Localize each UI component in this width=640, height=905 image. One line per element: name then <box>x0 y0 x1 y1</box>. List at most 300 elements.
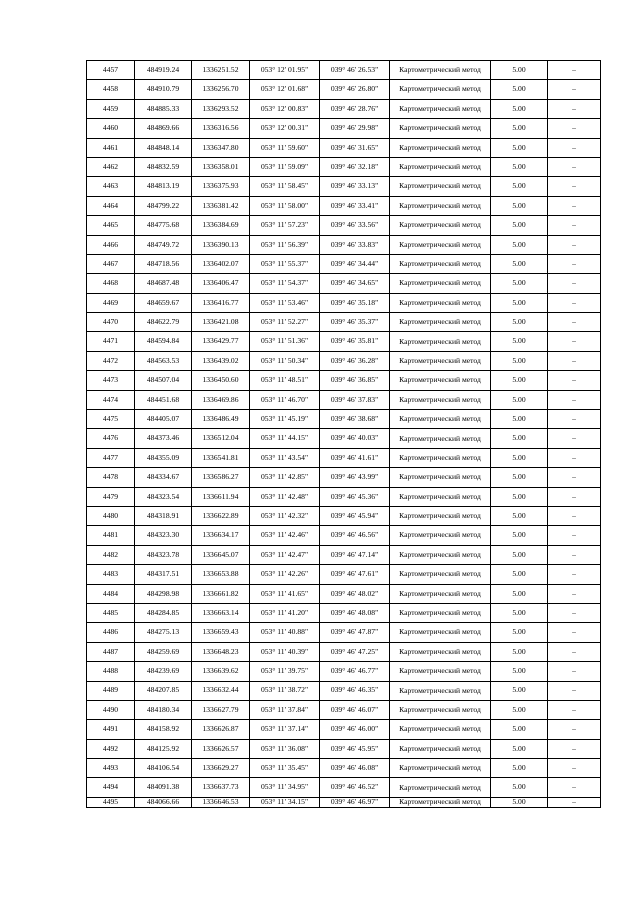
longitude-cell: 039° 46' 35.18" <box>320 293 390 312</box>
description-cell: – <box>548 274 601 293</box>
description-cell: – <box>548 506 601 525</box>
accuracy-cell: 5.00 <box>491 720 548 739</box>
x-coordinate-cell: 484066.66 <box>135 797 192 807</box>
description-cell: – <box>548 448 601 467</box>
accuracy-cell: 5.00 <box>491 351 548 370</box>
accuracy-cell: 5.00 <box>491 157 548 176</box>
longitude-cell: 039° 46' 33.56" <box>320 216 390 235</box>
latitude-cell: 053° 11' 58.00" <box>250 196 320 215</box>
x-coordinate-cell: 484919.24 <box>135 61 192 80</box>
point-number-cell: 4477 <box>87 448 135 467</box>
point-number-cell: 4464 <box>87 196 135 215</box>
longitude-cell: 039° 46' 26.80" <box>320 80 390 99</box>
y-coordinate-cell: 1336416.77 <box>192 293 250 312</box>
point-number-cell: 4489 <box>87 681 135 700</box>
longitude-cell: 039° 46' 46.07" <box>320 700 390 719</box>
method-cell: Картометрический метод <box>390 390 491 409</box>
longitude-cell: 039° 46' 47.25" <box>320 642 390 661</box>
description-cell: – <box>548 526 601 545</box>
longitude-cell: 039° 46' 47.61" <box>320 565 390 584</box>
x-coordinate-cell: 484373.46 <box>135 429 192 448</box>
point-number-cell: 4471 <box>87 332 135 351</box>
x-coordinate-cell: 484869.66 <box>135 119 192 138</box>
x-coordinate-cell: 484885.33 <box>135 99 192 118</box>
longitude-cell: 039° 46' 45.95" <box>320 739 390 758</box>
longitude-cell: 039° 46' 34.44" <box>320 254 390 273</box>
latitude-cell: 053° 11' 39.75" <box>250 662 320 681</box>
latitude-cell: 053° 11' 36.08" <box>250 739 320 758</box>
latitude-cell: 053° 11' 46.70" <box>250 390 320 409</box>
y-coordinate-cell: 1336429.77 <box>192 332 250 351</box>
method-cell: Картометрический метод <box>390 739 491 758</box>
table-row <box>87 797 601 807</box>
longitude-cell: 039° 46' 46.08" <box>320 759 390 778</box>
y-coordinate-cell: 1336486.49 <box>192 410 250 429</box>
description-cell: – <box>548 332 601 351</box>
table-body <box>87 61 601 808</box>
x-coordinate-cell: 484323.78 <box>135 545 192 564</box>
accuracy-cell: 5.00 <box>491 506 548 525</box>
table-row <box>87 235 601 254</box>
x-coordinate-cell: 484317.51 <box>135 565 192 584</box>
longitude-cell: 039° 46' 46.97" <box>320 797 390 807</box>
y-coordinate-cell: 1336663.14 <box>192 603 250 622</box>
method-cell: Картометрический метод <box>390 487 491 506</box>
method-cell: Картометрический метод <box>390 332 491 351</box>
point-number-cell: 4469 <box>87 293 135 312</box>
method-cell: Картометрический метод <box>390 313 491 332</box>
point-number-cell: 4483 <box>87 565 135 584</box>
latitude-cell: 053° 11' 42.85" <box>250 468 320 487</box>
point-number-cell: 4461 <box>87 138 135 157</box>
description-cell: – <box>548 313 601 332</box>
longitude-cell: 039° 46' 35.37" <box>320 313 390 332</box>
latitude-cell: 053° 11' 41.20" <box>250 603 320 622</box>
point-number-cell: 4474 <box>87 390 135 409</box>
table-row <box>87 390 601 409</box>
point-number-cell: 4495 <box>87 797 135 807</box>
x-coordinate-cell: 484507.04 <box>135 371 192 390</box>
x-coordinate-cell: 484775.68 <box>135 216 192 235</box>
x-coordinate-cell: 484355.09 <box>135 448 192 467</box>
x-coordinate-cell: 484622.79 <box>135 313 192 332</box>
x-coordinate-cell: 484718.56 <box>135 254 192 273</box>
accuracy-cell: 5.00 <box>491 429 548 448</box>
method-cell: Картометрический метод <box>390 177 491 196</box>
latitude-cell: 053° 11' 59.60" <box>250 138 320 157</box>
x-coordinate-cell: 484832.59 <box>135 157 192 176</box>
point-number-cell: 4494 <box>87 778 135 797</box>
method-cell: Картометрический метод <box>390 642 491 661</box>
method-cell: Картометрический метод <box>390 293 491 312</box>
y-coordinate-cell: 1336637.73 <box>192 778 250 797</box>
description-cell: – <box>548 681 601 700</box>
table-row <box>87 313 601 332</box>
point-number-cell: 4491 <box>87 720 135 739</box>
accuracy-cell: 5.00 <box>491 196 548 215</box>
longitude-cell: 039° 46' 45.94" <box>320 506 390 525</box>
accuracy-cell: 5.00 <box>491 778 548 797</box>
method-cell: Картометрический метод <box>390 448 491 467</box>
accuracy-cell: 5.00 <box>491 739 548 758</box>
y-coordinate-cell: 1336639.62 <box>192 662 250 681</box>
description-cell: – <box>548 720 601 739</box>
point-number-cell: 4468 <box>87 274 135 293</box>
x-coordinate-cell: 484687.48 <box>135 274 192 293</box>
accuracy-cell: 5.00 <box>491 584 548 603</box>
longitude-cell: 039° 46' 46.00" <box>320 720 390 739</box>
description-cell: – <box>548 410 601 429</box>
latitude-cell: 053° 11' 42.32" <box>250 506 320 525</box>
table-row <box>87 526 601 545</box>
accuracy-cell: 5.00 <box>491 390 548 409</box>
method-cell: Картометрический метод <box>390 80 491 99</box>
longitude-cell: 039° 46' 41.61" <box>320 448 390 467</box>
y-coordinate-cell: 1336512.04 <box>192 429 250 448</box>
description-cell: – <box>548 662 601 681</box>
method-cell: Картометрический метод <box>390 99 491 118</box>
method-cell: Картометрический метод <box>390 662 491 681</box>
method-cell: Картометрический метод <box>390 157 491 176</box>
latitude-cell: 053° 11' 53.46" <box>250 293 320 312</box>
method-cell: Картометрический метод <box>390 235 491 254</box>
description-cell: – <box>548 254 601 273</box>
longitude-cell: 039° 46' 34.65" <box>320 274 390 293</box>
longitude-cell: 039° 46' 47.87" <box>320 623 390 642</box>
y-coordinate-cell: 1336384.69 <box>192 216 250 235</box>
table-row <box>87 623 601 642</box>
point-number-cell: 4463 <box>87 177 135 196</box>
x-coordinate-cell: 484563.53 <box>135 351 192 370</box>
longitude-cell: 039° 46' 45.36" <box>320 487 390 506</box>
point-number-cell: 4465 <box>87 216 135 235</box>
table-row <box>87 196 601 215</box>
accuracy-cell: 5.00 <box>491 545 548 564</box>
accuracy-cell: 5.00 <box>491 332 548 351</box>
point-number-cell: 4488 <box>87 662 135 681</box>
x-coordinate-cell: 484848.14 <box>135 138 192 157</box>
description-cell: – <box>548 196 601 215</box>
description-cell: – <box>548 80 601 99</box>
method-cell: Картометрический метод <box>390 468 491 487</box>
x-coordinate-cell: 484180.34 <box>135 700 192 719</box>
y-coordinate-cell: 1336439.02 <box>192 351 250 370</box>
point-number-cell: 4482 <box>87 545 135 564</box>
description-cell: – <box>548 623 601 642</box>
table-row <box>87 700 601 719</box>
y-coordinate-cell: 1336421.08 <box>192 313 250 332</box>
x-coordinate-cell: 484275.13 <box>135 623 192 642</box>
latitude-cell: 053° 12' 00.83" <box>250 99 320 118</box>
y-coordinate-cell: 1336653.88 <box>192 565 250 584</box>
y-coordinate-cell: 1336632.44 <box>192 681 250 700</box>
point-number-cell: 4457 <box>87 61 135 80</box>
latitude-cell: 053° 11' 52.27" <box>250 313 320 332</box>
latitude-cell: 053° 12' 01.95" <box>250 61 320 80</box>
description-cell: – <box>548 371 601 390</box>
table-row <box>87 739 601 758</box>
point-number-cell: 4475 <box>87 410 135 429</box>
accuracy-cell: 5.00 <box>491 642 548 661</box>
latitude-cell: 053° 11' 38.72" <box>250 681 320 700</box>
method-cell: Картометрический метод <box>390 196 491 215</box>
description-cell: – <box>548 235 601 254</box>
description-cell: – <box>548 759 601 778</box>
table-row <box>87 468 601 487</box>
method-cell: Картометрический метод <box>390 254 491 273</box>
x-coordinate-cell: 484451.68 <box>135 390 192 409</box>
table-row <box>87 720 601 739</box>
accuracy-cell: 5.00 <box>491 681 548 700</box>
x-coordinate-cell: 484659.67 <box>135 293 192 312</box>
accuracy-cell: 5.00 <box>491 235 548 254</box>
latitude-cell: 053° 11' 45.19" <box>250 410 320 429</box>
description-cell: – <box>548 487 601 506</box>
table-row <box>87 99 601 118</box>
description-cell: – <box>548 584 601 603</box>
accuracy-cell: 5.00 <box>491 487 548 506</box>
accuracy-cell: 5.00 <box>491 119 548 138</box>
method-cell: Картометрический метод <box>390 371 491 390</box>
longitude-cell: 039° 46' 35.81" <box>320 332 390 351</box>
accuracy-cell: 5.00 <box>491 468 548 487</box>
table-row <box>87 332 601 351</box>
x-coordinate-cell: 484207.85 <box>135 681 192 700</box>
longitude-cell: 039° 46' 33.83" <box>320 235 390 254</box>
accuracy-cell: 5.00 <box>491 216 548 235</box>
method-cell: Картометрический метод <box>390 603 491 622</box>
latitude-cell: 053° 11' 35.45" <box>250 759 320 778</box>
latitude-cell: 053° 11' 48.51" <box>250 371 320 390</box>
latitude-cell: 053° 11' 34.15" <box>250 797 320 807</box>
method-cell: Картометрический метод <box>390 119 491 138</box>
accuracy-cell: 5.00 <box>491 410 548 429</box>
table-row <box>87 584 601 603</box>
longitude-cell: 039° 46' 37.83" <box>320 390 390 409</box>
method-cell: Картометрический метод <box>390 526 491 545</box>
description-cell: – <box>548 177 601 196</box>
table-row <box>87 371 601 390</box>
latitude-cell: 053° 11' 44.15" <box>250 429 320 448</box>
y-coordinate-cell: 1336629.27 <box>192 759 250 778</box>
table-row <box>87 565 601 584</box>
description-cell: – <box>548 778 601 797</box>
x-coordinate-cell: 484239.69 <box>135 662 192 681</box>
description-cell: – <box>548 545 601 564</box>
method-cell: Картометрический метод <box>390 410 491 429</box>
y-coordinate-cell: 1336586.27 <box>192 468 250 487</box>
method-cell: Картометрический метод <box>390 720 491 739</box>
y-coordinate-cell: 1336622.89 <box>192 506 250 525</box>
table-row <box>87 157 601 176</box>
point-number-cell: 4459 <box>87 99 135 118</box>
accuracy-cell: 5.00 <box>491 700 548 719</box>
method-cell: Картометрический метод <box>390 681 491 700</box>
accuracy-cell: 5.00 <box>491 623 548 642</box>
point-number-cell: 4490 <box>87 700 135 719</box>
y-coordinate-cell: 1336406.47 <box>192 274 250 293</box>
x-coordinate-cell: 484910.79 <box>135 80 192 99</box>
latitude-cell: 053° 11' 37.14" <box>250 720 320 739</box>
table-row <box>87 293 601 312</box>
point-number-cell: 4479 <box>87 487 135 506</box>
point-number-cell: 4472 <box>87 351 135 370</box>
description-cell: – <box>548 429 601 448</box>
method-cell: Картометрический метод <box>390 216 491 235</box>
table-row <box>87 138 601 157</box>
x-coordinate-cell: 484799.22 <box>135 196 192 215</box>
y-coordinate-cell: 1336358.01 <box>192 157 250 176</box>
table-row <box>87 80 601 99</box>
y-coordinate-cell: 1336450.60 <box>192 371 250 390</box>
y-coordinate-cell: 1336626.87 <box>192 720 250 739</box>
table-row <box>87 61 601 80</box>
description-cell: – <box>548 739 601 758</box>
x-coordinate-cell: 484323.54 <box>135 487 192 506</box>
point-number-cell: 4470 <box>87 313 135 332</box>
longitude-cell: 039° 46' 38.68" <box>320 410 390 429</box>
table-row <box>87 351 601 370</box>
method-cell: Картометрический метод <box>390 623 491 642</box>
table-row <box>87 759 601 778</box>
longitude-cell: 039° 46' 48.02" <box>320 584 390 603</box>
x-coordinate-cell: 484334.67 <box>135 468 192 487</box>
description-cell: – <box>548 61 601 80</box>
description-cell: – <box>548 797 601 807</box>
x-coordinate-cell: 484749.72 <box>135 235 192 254</box>
accuracy-cell: 5.00 <box>491 371 548 390</box>
longitude-cell: 039° 46' 43.99" <box>320 468 390 487</box>
table-row <box>87 545 601 564</box>
table-row <box>87 448 601 467</box>
table-row <box>87 119 601 138</box>
y-coordinate-cell: 1336375.93 <box>192 177 250 196</box>
point-number-cell: 4492 <box>87 739 135 758</box>
accuracy-cell: 5.00 <box>491 603 548 622</box>
longitude-cell: 039° 46' 36.28" <box>320 351 390 370</box>
longitude-cell: 039° 46' 31.65" <box>320 138 390 157</box>
longitude-cell: 039° 46' 40.03" <box>320 429 390 448</box>
accuracy-cell: 5.00 <box>491 80 548 99</box>
longitude-cell: 039° 46' 26.53" <box>320 61 390 80</box>
description-cell: – <box>548 216 601 235</box>
method-cell: Картометрический метод <box>390 778 491 797</box>
method-cell: Картометрический метод <box>390 61 491 80</box>
y-coordinate-cell: 1336634.17 <box>192 526 250 545</box>
x-coordinate-cell: 484106.54 <box>135 759 192 778</box>
point-number-cell: 4493 <box>87 759 135 778</box>
accuracy-cell: 5.00 <box>491 759 548 778</box>
y-coordinate-cell: 1336402.07 <box>192 254 250 273</box>
longitude-cell: 039° 46' 48.08" <box>320 603 390 622</box>
method-cell: Картометрический метод <box>390 584 491 603</box>
method-cell: Картометрический метод <box>390 506 491 525</box>
accuracy-cell: 5.00 <box>491 797 548 807</box>
latitude-cell: 053° 11' 41.65" <box>250 584 320 603</box>
method-cell: Картометрический метод <box>390 565 491 584</box>
y-coordinate-cell: 1336611.94 <box>192 487 250 506</box>
coordinates-table <box>86 60 601 808</box>
description-cell: – <box>548 390 601 409</box>
x-coordinate-cell: 484091.38 <box>135 778 192 797</box>
y-coordinate-cell: 1336661.82 <box>192 584 250 603</box>
accuracy-cell: 5.00 <box>491 177 548 196</box>
longitude-cell: 039° 46' 46.35" <box>320 681 390 700</box>
y-coordinate-cell: 1336381.42 <box>192 196 250 215</box>
accuracy-cell: 5.00 <box>491 274 548 293</box>
description-cell: – <box>548 468 601 487</box>
point-number-cell: 4481 <box>87 526 135 545</box>
accuracy-cell: 5.00 <box>491 448 548 467</box>
point-number-cell: 4486 <box>87 623 135 642</box>
method-cell: Картометрический метод <box>390 700 491 719</box>
x-coordinate-cell: 484405.07 <box>135 410 192 429</box>
point-number-cell: 4467 <box>87 254 135 273</box>
latitude-cell: 053° 12' 01.68" <box>250 80 320 99</box>
point-number-cell: 4473 <box>87 371 135 390</box>
point-number-cell: 4485 <box>87 603 135 622</box>
latitude-cell: 053° 12' 00.31" <box>250 119 320 138</box>
point-number-cell: 4466 <box>87 235 135 254</box>
longitude-cell: 039° 46' 46.77" <box>320 662 390 681</box>
accuracy-cell: 5.00 <box>491 138 548 157</box>
table-row <box>87 429 601 448</box>
y-coordinate-cell: 1336251.52 <box>192 61 250 80</box>
latitude-cell: 053° 11' 43.54" <box>250 448 320 467</box>
description-cell: – <box>548 293 601 312</box>
y-coordinate-cell: 1336627.79 <box>192 700 250 719</box>
point-number-cell: 4478 <box>87 468 135 487</box>
x-coordinate-cell: 484259.69 <box>135 642 192 661</box>
y-coordinate-cell: 1336646.53 <box>192 797 250 807</box>
latitude-cell: 053° 11' 37.84" <box>250 700 320 719</box>
latitude-cell: 053° 11' 42.46" <box>250 526 320 545</box>
latitude-cell: 053° 11' 54.37" <box>250 274 320 293</box>
point-number-cell: 4460 <box>87 119 135 138</box>
latitude-cell: 053° 11' 51.36" <box>250 332 320 351</box>
y-coordinate-cell: 1336390.13 <box>192 235 250 254</box>
table-row <box>87 487 601 506</box>
table-row <box>87 603 601 622</box>
latitude-cell: 053° 11' 55.37" <box>250 254 320 273</box>
latitude-cell: 053° 11' 57.23" <box>250 216 320 235</box>
accuracy-cell: 5.00 <box>491 313 548 332</box>
point-number-cell: 4484 <box>87 584 135 603</box>
y-coordinate-cell: 1336256.70 <box>192 80 250 99</box>
y-coordinate-cell: 1336645.07 <box>192 545 250 564</box>
method-cell: Картометрический метод <box>390 351 491 370</box>
longitude-cell: 039° 46' 33.13" <box>320 177 390 196</box>
x-coordinate-cell: 484284.85 <box>135 603 192 622</box>
point-number-cell: 4458 <box>87 80 135 99</box>
x-coordinate-cell: 484298.98 <box>135 584 192 603</box>
longitude-cell: 039° 46' 29.98" <box>320 119 390 138</box>
description-cell: – <box>548 603 601 622</box>
method-cell: Картометрический метод <box>390 545 491 564</box>
point-number-cell: 4476 <box>87 429 135 448</box>
table-row <box>87 177 601 196</box>
y-coordinate-cell: 1336347.80 <box>192 138 250 157</box>
latitude-cell: 053° 11' 59.09" <box>250 157 320 176</box>
description-cell: – <box>548 565 601 584</box>
point-number-cell: 4487 <box>87 642 135 661</box>
method-cell: Картометрический метод <box>390 797 491 807</box>
accuracy-cell: 5.00 <box>491 293 548 312</box>
latitude-cell: 053° 11' 42.47" <box>250 545 320 564</box>
table-row <box>87 642 601 661</box>
table-row <box>87 506 601 525</box>
method-cell: Картометрический метод <box>390 759 491 778</box>
